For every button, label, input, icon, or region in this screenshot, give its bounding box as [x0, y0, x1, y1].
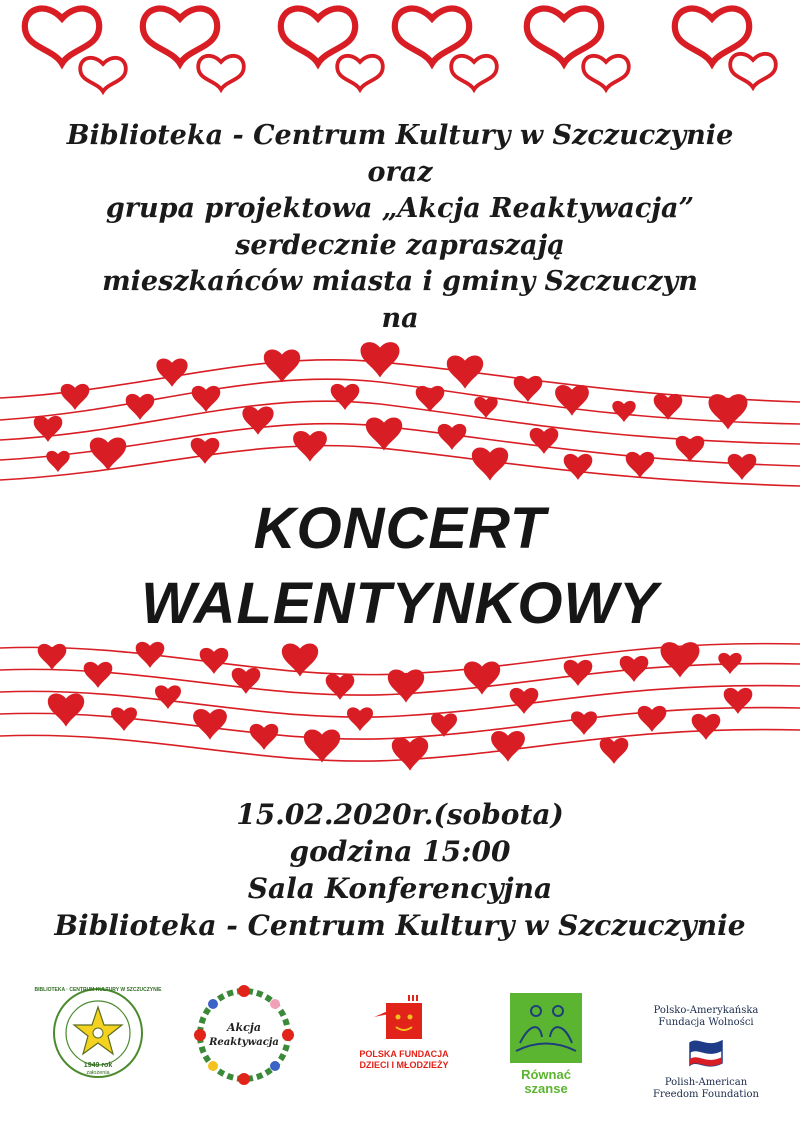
- intro-organizer: Biblioteka - Centrum Kultury w Szczuczynie: [66, 120, 734, 151]
- pfdim-line1: POLSKA FUNDACJA: [359, 1049, 449, 1059]
- akcja-line1: Akcja: [227, 1021, 261, 1034]
- event-date: 15.02.2020r.(sobota): [236, 798, 564, 831]
- intro-invite: serdecznie zapraszają: [235, 229, 565, 261]
- intro-audience: mieszkańców miasta i gminy Szczuczyn: [102, 266, 698, 297]
- pafw-en-line2: Freedom Foundation: [653, 1089, 759, 1100]
- concert-title-line1: KONCERT: [253, 496, 547, 561]
- library-logo: [54, 989, 142, 1077]
- sponsor-logos: [0, 985, 800, 1115]
- pafw-en-line1: Polish-American: [664, 1077, 748, 1088]
- rownac-logo: [510, 993, 582, 1096]
- heart-icon: [38, 642, 753, 771]
- pfdim-logo: [359, 995, 449, 1070]
- intro-group: grupa projektowa „Akcja Reaktywacja”: [105, 193, 695, 224]
- heart-wave-band-top: [0, 340, 800, 500]
- intro-and: oraz: [367, 156, 433, 188]
- pafw-flag-icon: [690, 1041, 722, 1066]
- concert-title-line2: WALENTYNKOWY: [141, 571, 659, 636]
- rownac-line1: Równać: [521, 1067, 571, 1082]
- rownac-line2: szanse: [524, 1081, 568, 1096]
- pafw-logo: [653, 1005, 760, 1100]
- library-year-sub: założenia: [86, 1070, 110, 1076]
- top-hearts-decoration: [0, 0, 800, 115]
- akcja-logo: [194, 985, 294, 1085]
- library-year: 1949 rok: [83, 1062, 113, 1069]
- event-room: Sala Konferencyjna: [247, 872, 553, 905]
- event-venue: Biblioteka - Centrum Kultury w Szczuczynie: [54, 909, 746, 942]
- akcja-line2: Reaktywacja: [209, 1037, 279, 1048]
- library-seal-text: BIBLIOTEKA · CENTRUM KULTURY W SZCZUCZYNIE: [34, 987, 162, 993]
- intro-text: [0, 118, 800, 337]
- rownac-figures-icon: [510, 993, 582, 1063]
- heart-pair-icon: [25, 9, 99, 64]
- event-details: [0, 796, 800, 944]
- pafw-pl-line1: Polsko-Amerykańska: [653, 1005, 759, 1016]
- pfdim-face-icon: [374, 995, 422, 1039]
- intro-to: na: [381, 302, 419, 334]
- flower-wreath-icon: [194, 985, 294, 1085]
- heart-wave-band-bottom: [0, 630, 800, 790]
- pfdim-line2: DZIECI I MŁODZIEŻY: [359, 1060, 449, 1070]
- event-time: godzina 15:00: [289, 835, 511, 868]
- pafw-pl-line2: Fundacja Wolności: [658, 1017, 754, 1028]
